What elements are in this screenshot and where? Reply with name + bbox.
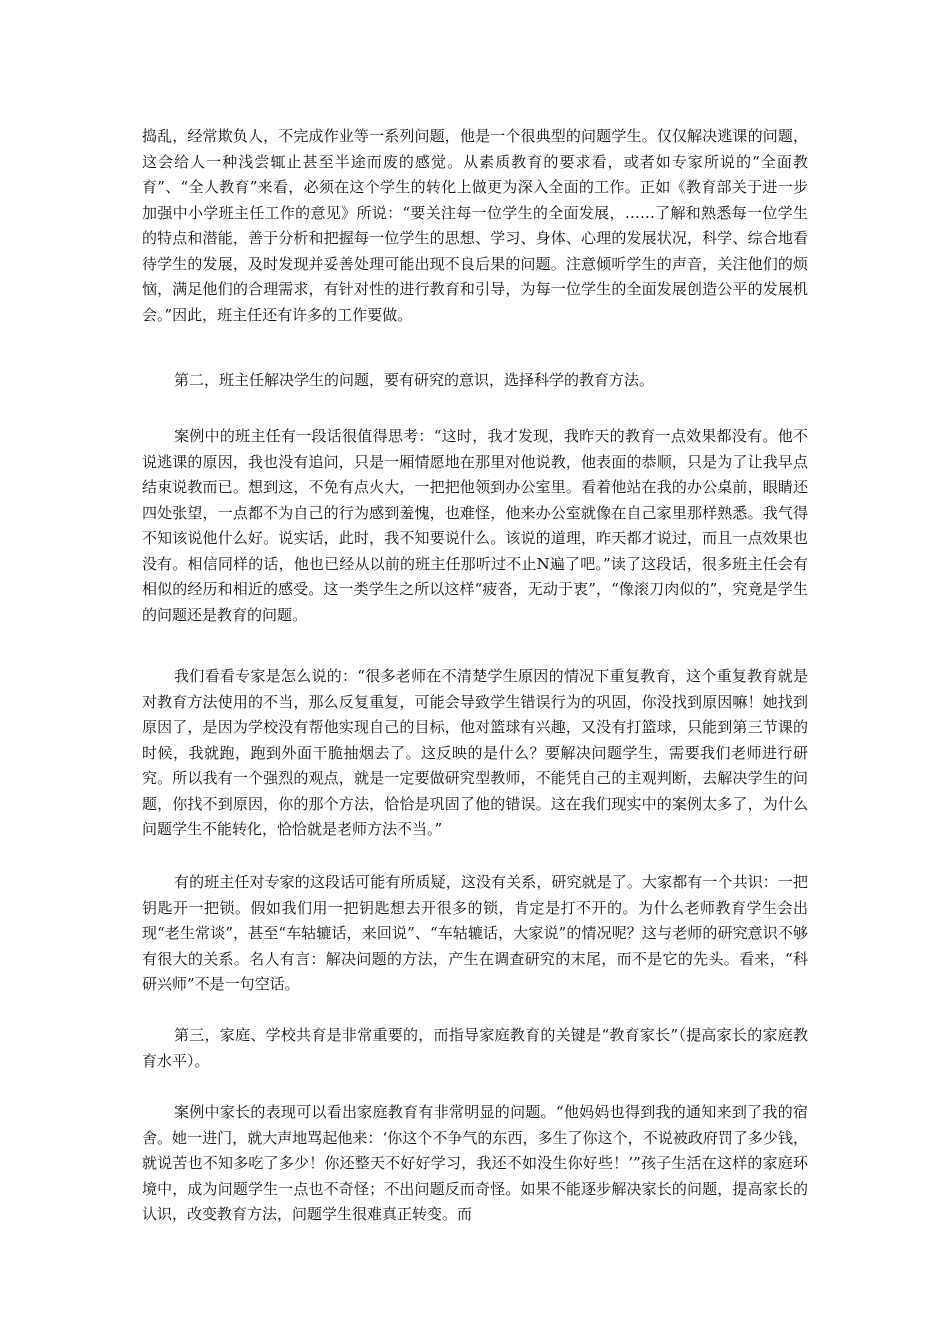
- paragraph-case-quote: 案例中的班主任有一段话很值得思考：“这时，我才发现，我昨天的教育一点效果都没有。他不说逃课的原因，我也没有追问，只是一厢情愿地在那里对他说教，他表面的恭顺，只是为了让我早点结束说教而已。想到这，不免有点火大，一把把他领到办公室里。看着他站在我的办公桌前，眼睛还四处张望，一点都不为自己的行为感到羞愧，也难怪，他来办公室就像在自己家里那样熟悉。我气得不知该说他什么好。说实话，此时，我不知要说什么。该说的道理，昨天都才说过，而且一点效果也没有。相信同样的话，他也已经从以前的班主任那听过不止N遍了吧。”读了这段话，很多班主任会有相似的经历和相近的感受。这一类学生之所以这样“疲沓，无动于衷”，“像滚刀肉似的”，究竟是学生的问题还是教育的问题。: [142, 427, 808, 624]
- paragraph-research-awareness: 有的班主任对专家的这段话可能有所质疑，这没有关系，研究就是了。大家都有一个共识：一把钥匙开一把锁。假如我们用一把钥匙想去开很多的锁，肯定是打不开的。为什么老师教育学生会出现“老生常谈”，甚至“车轱辘话，来回说”、“车轱辘话，大家说”的情况呢？这与老师的研究意识不够有很大的关系。名人有言：解决问题的方法，产生在调查研究的末尾，而不是它的先头。看来，“科研兴师”不是一句空话。: [142, 873, 808, 993]
- paragraph-expert-quote: 我们看看专家是怎么说的：“很多老师在不清楚学生原因的情况下重复教育，这个重复教育就是对教育方法使用的不当，那么反复重复，可能会导致学生错误行为的巩固，你没找到原因嘛！她找到原因了，是因为学校没有帮他实现自己的目标，他对篮球有兴趣，又没有打篮球，只能到第三节课的时候，我就跑，跑到外面干脆抽烟去了。这反映的是什么？要解决问题学生，需要我们老师进行研究。所以我有一个强烈的观点，就是一定要做研究型教师，不能凭自己的主观判断，去解决学生的问题，你找不到原因，你的那个方法，恰恰是巩固了他的错误。这在我们现实中的案例太多了，为什么问题学生不能转化，恰恰就是老师方法不当。”: [142, 667, 808, 838]
- paragraph-parent-case: 案例中家长的表现可以看出家庭教育有非常明显的问题。“他妈妈也得到我的通知来到了我的宿舍。她一进门，就大声地骂起他来：‘你这个不争气的东西，多生了你这个，不说被政府罚了多少钱，就说苦也不知多吃了多少！你还整天不好好学习，我还不如没生你好些！’”孩子生活在这样的家庭环境中，成为问题学生一点也不奇怪；不出问题反而奇怪。如果不能逐步解决家长的问题，提高家长的认识，改变教育方法，问题学生很难真正转变。而: [142, 1103, 808, 1223]
- paragraph-continuation: 捣乱，经常欺负人，不完成作业等一系列问题，他是一个很典型的问题学生。仅仅解决逃课的问题，这会给人一种浅尝辄止甚至半途而废的感觉。从素质教育的要求看，或者如专家所说的“全面教育”、“全人教育”来看，必须在这个学生的转化上做更为深入全面的工作。正如《教育部关于进一步加强中小学班主任工作的意见》所说：“要关注每一位学生的全面发展，……了解和熟悉每一位学生的特点和潜能，善于分析和把握每一位学生的思想、学习、身体、心理的发展状况，科学、综合地看待学生的发展，及时发现并妥善处理可能出现不良后果的问题。注意倾听学生的声音，关注他们的烦恼，满足他们的合理需求，有针对性的进行教育和引导，为每一位学生的全面发展创造公平的发展机会。”因此，班主任还有许多的工作要做。: [142, 127, 808, 324]
- paragraph-point-three: 第三，家庭、学校共育是非常重要的，而指导家庭教育的关键是“教育家长”（提高家长的家庭教育水平）。: [142, 1026, 808, 1070]
- paragraph-point-two: 第二，班主任解决学生的问题，要有研究的意识，选择科学的教育方法。: [174, 371, 655, 389]
